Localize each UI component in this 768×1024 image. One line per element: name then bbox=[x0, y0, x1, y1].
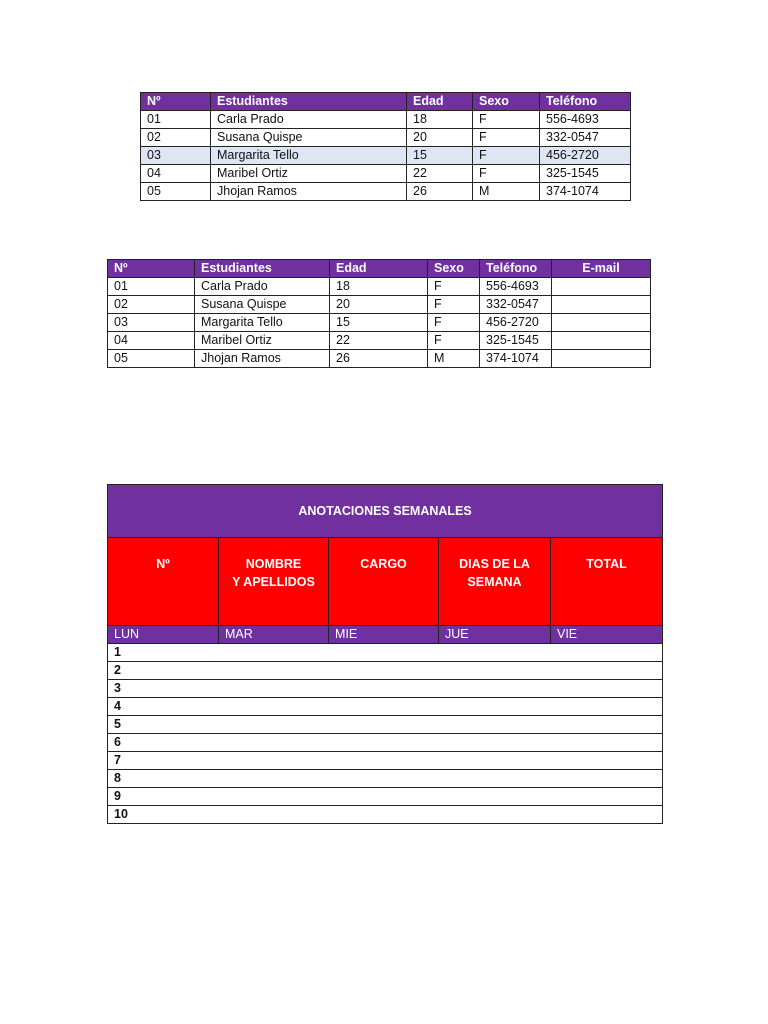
cell: Margarita Tello bbox=[211, 147, 407, 165]
day-cell: MAR bbox=[219, 626, 329, 644]
cell: Maribel Ortiz bbox=[211, 165, 407, 183]
header-cell: Nº bbox=[141, 93, 211, 111]
cell: Jhojan Ramos bbox=[195, 350, 330, 368]
cell: 22 bbox=[330, 332, 428, 350]
title-row bbox=[108, 485, 663, 538]
cell: 374-1074 bbox=[540, 183, 631, 201]
header-cell: Nº bbox=[108, 538, 219, 626]
table-row bbox=[108, 752, 663, 770]
header-cell: Sexo bbox=[428, 260, 480, 278]
cell: 374-1074 bbox=[480, 350, 552, 368]
table-row bbox=[141, 183, 631, 201]
row-number: 7 bbox=[108, 752, 663, 770]
cell: 26 bbox=[407, 183, 473, 201]
cell: M bbox=[473, 183, 540, 201]
table-row bbox=[141, 165, 631, 183]
cell: F bbox=[473, 129, 540, 147]
cell: 332-0547 bbox=[540, 129, 631, 147]
cell: 02 bbox=[141, 129, 211, 147]
cell: 20 bbox=[330, 296, 428, 314]
email-cell bbox=[552, 278, 651, 296]
cell: 05 bbox=[108, 350, 195, 368]
table-header-row bbox=[141, 93, 631, 111]
row-number: 3 bbox=[108, 680, 663, 698]
cell: Maribel Ortiz bbox=[195, 332, 330, 350]
cell: Susana Quispe bbox=[211, 129, 407, 147]
cell: 20 bbox=[407, 129, 473, 147]
cell: Carla Prado bbox=[211, 111, 407, 129]
header-cell: DIAS DE LA SEMANA bbox=[439, 538, 551, 626]
cell: 04 bbox=[141, 165, 211, 183]
cell: 01 bbox=[141, 111, 211, 129]
table-row bbox=[108, 314, 651, 332]
table-row bbox=[108, 662, 663, 680]
cell: 15 bbox=[330, 314, 428, 332]
row-number: 1 bbox=[108, 644, 663, 662]
weekly-notes-table bbox=[107, 484, 663, 824]
header-cell: Nº bbox=[108, 260, 195, 278]
students-table-1 bbox=[140, 92, 631, 201]
cell: Jhojan Ramos bbox=[211, 183, 407, 201]
cell: 02 bbox=[108, 296, 195, 314]
table-row bbox=[108, 716, 663, 734]
table-row bbox=[141, 111, 631, 129]
row-number: 10 bbox=[108, 806, 663, 824]
header-cell: Edad bbox=[330, 260, 428, 278]
days-row bbox=[108, 626, 663, 644]
row-number: 6 bbox=[108, 734, 663, 752]
cell: 18 bbox=[330, 278, 428, 296]
row-number: 9 bbox=[108, 788, 663, 806]
table-row bbox=[108, 788, 663, 806]
cell: 15 bbox=[407, 147, 473, 165]
row-number: 8 bbox=[108, 770, 663, 788]
cell: M bbox=[428, 350, 480, 368]
header-cell: Estudiantes bbox=[195, 260, 330, 278]
day-cell: VIE bbox=[551, 626, 663, 644]
cell: 04 bbox=[108, 332, 195, 350]
cell: 325-1545 bbox=[540, 165, 631, 183]
cell: F bbox=[473, 111, 540, 129]
cell: 325-1545 bbox=[480, 332, 552, 350]
cell: 03 bbox=[108, 314, 195, 332]
email-cell bbox=[552, 332, 651, 350]
header-cell: Edad bbox=[407, 93, 473, 111]
table-row bbox=[108, 644, 663, 662]
table-row bbox=[108, 680, 663, 698]
weekly-notes-title: ANOTACIONES SEMANALES bbox=[108, 485, 663, 538]
cell: 456-2720 bbox=[480, 314, 552, 332]
cell: 456-2720 bbox=[540, 147, 631, 165]
cell: 26 bbox=[330, 350, 428, 368]
table-row bbox=[108, 278, 651, 296]
table-row bbox=[108, 698, 663, 716]
cell: Susana Quispe bbox=[195, 296, 330, 314]
day-cell: JUE bbox=[439, 626, 551, 644]
row-number: 5 bbox=[108, 716, 663, 734]
cell: F bbox=[428, 296, 480, 314]
cell: 332-0547 bbox=[480, 296, 552, 314]
cell: 01 bbox=[108, 278, 195, 296]
cell: Margarita Tello bbox=[195, 314, 330, 332]
day-cell: LUN bbox=[108, 626, 219, 644]
email-cell bbox=[552, 314, 651, 332]
day-cell: MIE bbox=[329, 626, 439, 644]
cell: F bbox=[473, 165, 540, 183]
table-row bbox=[108, 350, 651, 368]
table-row bbox=[108, 734, 663, 752]
students-table-2 bbox=[107, 259, 651, 368]
header-cell: Teléfono bbox=[480, 260, 552, 278]
header-cell: Estudiantes bbox=[211, 93, 407, 111]
header-row bbox=[108, 538, 663, 626]
email-cell bbox=[552, 350, 651, 368]
email-cell bbox=[552, 296, 651, 314]
cell: 18 bbox=[407, 111, 473, 129]
header-cell: NOMBRE Y APELLIDOS bbox=[219, 538, 329, 626]
header-cell: Teléfono bbox=[540, 93, 631, 111]
cell: Carla Prado bbox=[195, 278, 330, 296]
table-row bbox=[108, 770, 663, 788]
cell: F bbox=[428, 278, 480, 296]
cell: F bbox=[473, 147, 540, 165]
cell: F bbox=[428, 314, 480, 332]
cell: 03 bbox=[141, 147, 211, 165]
cell: 556-4693 bbox=[480, 278, 552, 296]
header-cell: TOTAL bbox=[551, 538, 663, 626]
cell: 22 bbox=[407, 165, 473, 183]
header-cell: CARGO bbox=[329, 538, 439, 626]
cell: 05 bbox=[141, 183, 211, 201]
row-number: 2 bbox=[108, 662, 663, 680]
cell: 556-4693 bbox=[540, 111, 631, 129]
cell: F bbox=[428, 332, 480, 350]
table-row bbox=[141, 129, 631, 147]
table-row bbox=[108, 296, 651, 314]
table-row bbox=[108, 332, 651, 350]
header-cell: E-mail bbox=[552, 260, 651, 278]
row-number: 4 bbox=[108, 698, 663, 716]
table-row-highlighted bbox=[141, 147, 631, 165]
header-cell: Sexo bbox=[473, 93, 540, 111]
table-header-row bbox=[108, 260, 651, 278]
table-row bbox=[108, 806, 663, 824]
